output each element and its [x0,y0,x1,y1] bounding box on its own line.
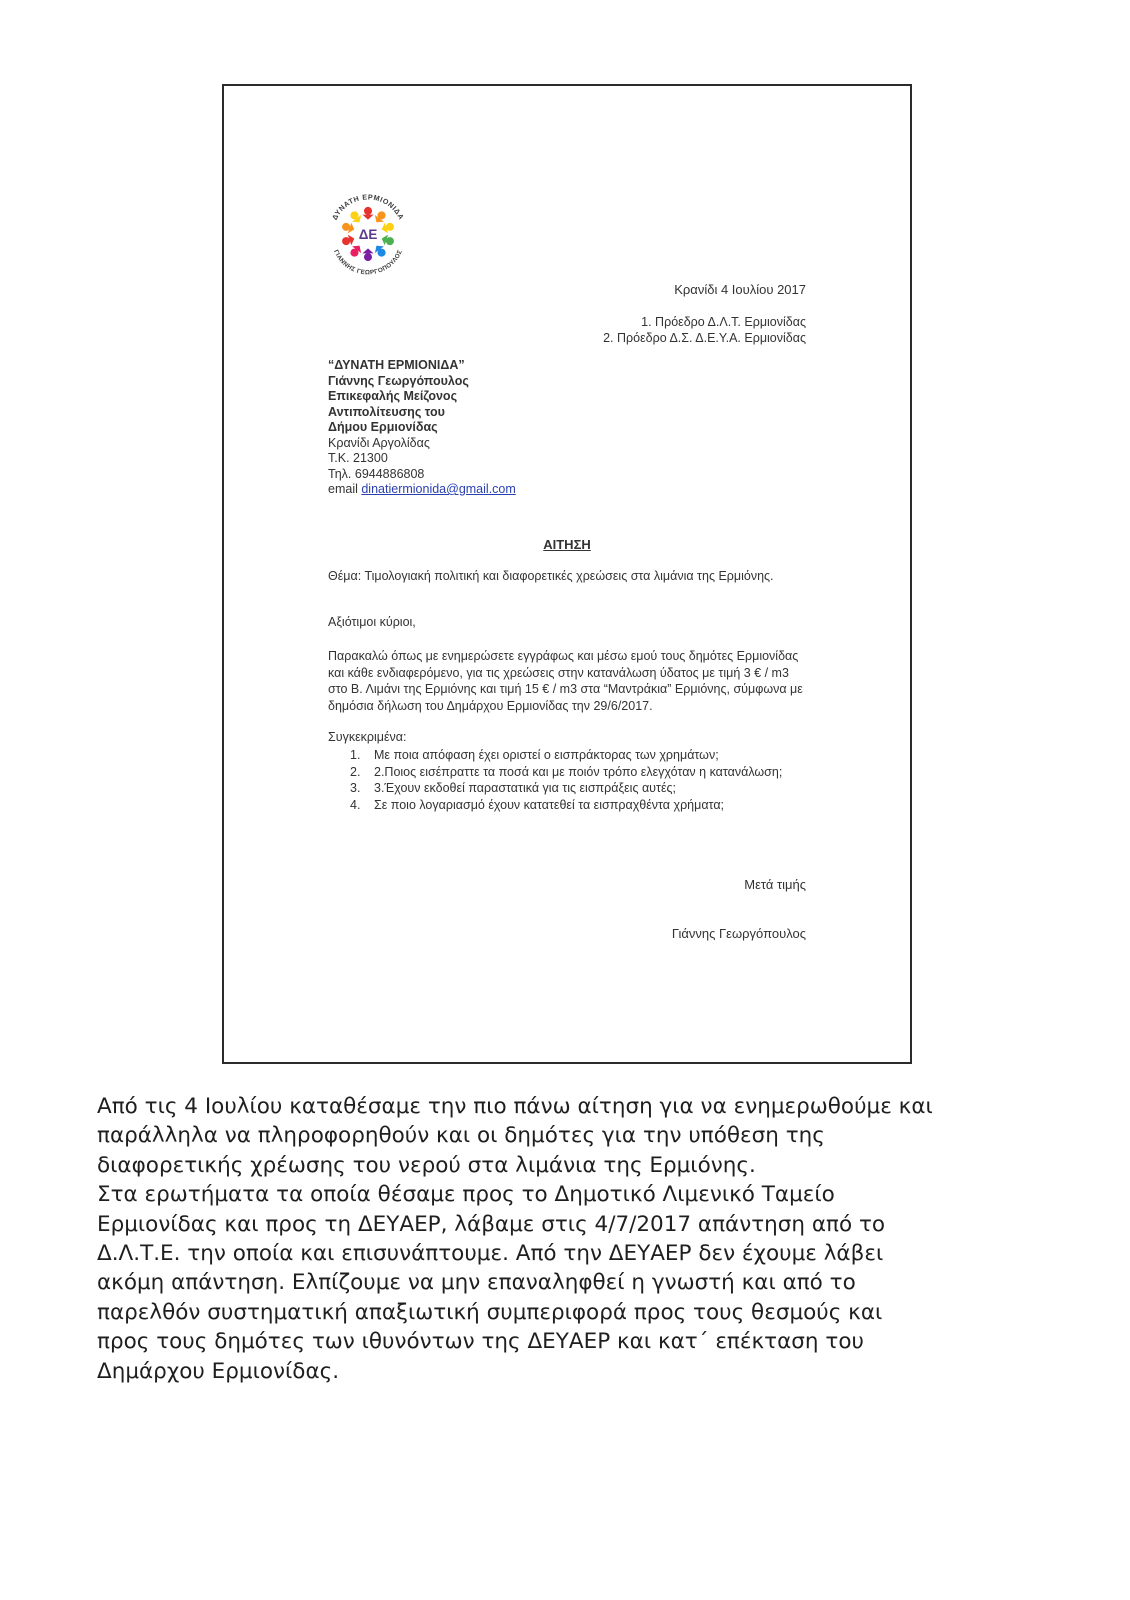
letter-image [222,84,912,1064]
paragraph-line: Από τις 4 Ιουλίου καταθέσαμε την πιο πάνω αίτηση για να ενημερωθούμε και [97,1094,933,1119]
recipient-line: 1. Πρόεδρο Δ.Λ.Τ. Ερμιονίδας [641,315,806,329]
list-text: Σε ποιο λογαριασμό έχουν κατατεθεί τα εισπραχθέντα χρήματα; [374,797,725,812]
logo-figure-head [364,207,372,215]
logo-figure-head [342,223,350,231]
logo-figure-head [342,237,350,245]
list-text: Με ποια απόφαση έχει οριστεί ο εισπράκτορας των χρημάτων; [374,748,719,762]
paragraph-line: Ερμιονίδας και προς τη ΔΕΥΑΕΡ, λάβαμε στις 4/7/2017 απάντηση από το [97,1211,886,1237]
paragraph-line: Δημάρχου Ερμιονίδας. [97,1358,340,1384]
list-text: 3.Έχουν εκδοθεί παραστατικά για τις εισπράξεις αυτές; [374,781,677,795]
sender-name-line: Επικεφαλής Μείζονος [328,389,458,403]
list-item [328,764,808,781]
sender-name-line: Αντιπολίτευσης του [328,404,445,419]
sender-name-line: “ΔΥΝΑΤΗ ΕΡΜΙΟΝΙΔΑ” [328,358,465,372]
logo-figure-body [362,248,373,253]
recipient-line: 2. Πρόεδρο Δ.Σ. Δ.Ε.Υ.Α. Ερμιονίδας [603,331,806,345]
letter-title: ΑΙΤΗΣΗ [543,537,591,552]
paragraph-line: διαφορετικής χρέωσης του νερού στα λιμάνια της Ερμιόνης. [97,1152,756,1178]
letter-subject: Θέμα: Τιμολογιακή πολιτική και διαφορετικές χρεώσεις στα λιμάνια της Ερμιόνης. [328,569,774,583]
letter-signature: Γιάννης Γεωργόπουλος [671,926,806,941]
logo-top-text: ΔΥΝΑΤΗ ΕΡΜΙΟΝΙΔΑ [329,192,407,222]
list-text: 2.Ποιος εισέπραττε τα ποσά και με ποιόν τρόπο ελεγχόταν η κατανάλωση; [374,764,783,779]
sender-block [328,358,516,498]
letter-date: Κρανίδι 4 Ιουλίου 2017 [674,282,806,297]
question-list [328,747,808,813]
logo-figure-head [386,223,394,231]
list-number: 1. [350,748,361,762]
logo-figure-head [364,253,372,261]
list-item [328,797,808,814]
sender-email-row [328,482,516,498]
list-number: 2. [350,764,361,779]
logo-center-letters: ΔΕ [358,226,378,242]
sender-name-line: Γιάννης Γεωργόπουλος [328,373,469,388]
email-link[interactable]: dinatiermionida@gmail.com [361,482,516,496]
letter-body: Παρακαλώ όπως με ενημερώσετε εγγράφως και μέσω εμού τους δημότες Ερμιονίδας και κάθε ενδιαφερόμενο, για τις χρεώσεις στην κατανάλωση ύδατος με τιμή 3 € / m3 στο Β. Λιμάνι της Ερμιόνης και τιμή 15 € / m3 στα “Μαντράκια” Ερμιόνης, σύμφωνα με δημόσια δήλωση του Δημάρχου Ερμιονίδας την 29/6/2017. [328,649,803,713]
list-item [328,747,808,764]
paragraph-line: ακόμη απάντηση. Ελπίζουμε να μην επαναληφθεί η γνωστή και από το [97,1270,856,1296]
list-item [328,780,808,797]
letter-greeting: Αξιότιμοι κύριοι, [328,615,416,629]
letter-closing: Μετά τιμής [744,877,806,892]
sender-postcode: Τ.Κ. 21300 [328,451,388,465]
article-paragraph [97,1092,1047,1386]
paragraph-line: παρελθόν συστηματική απαξιωτική συμπεριφορά προς τους θεσμούς και [97,1299,883,1325]
list-number: 3. [350,781,361,795]
paragraph-line: Δ.Λ.Τ.Ε. την οποία και επισυνάπτουμε. Από την ΔΕΥΑΕΡ δεν έχουμε λάβει [97,1241,884,1267]
sender-phone: Τηλ. 6944886808 [328,466,425,481]
sender-name-line: Δήμου Ερμιονίδας [328,420,438,434]
list-number: 4. [350,797,361,812]
logo-bottom-text: ΓΙΑΝΝΗΣ ΓΕΩΡΓΟΠΟΥΛΟΣ [332,248,404,277]
dynati-ermionida-logo [320,186,416,282]
paragraph-line: προς τους δημότες των ιθυνόντων της ΔΕΥΑΕΡ και κατ΄ επέκταση του [97,1329,864,1355]
email-label: email [328,482,358,496]
logo-figure-head [386,237,394,245]
logo-figure-body [362,215,373,220]
sender-address: Κρανίδι Αργολίδας [328,435,430,450]
paragraph-line: Στα ερωτήματα τα οποία θέσαμε προς το Δημοτικό Λιμενικό Ταμείο [97,1182,835,1208]
paragraph-line: παράλληλα να πληροφορηθούν και οι δημότες για την υπόθεση της [97,1123,825,1149]
letter-specifically: Συγκεκριμένα: [328,730,407,744]
recipient-list [603,314,806,346]
